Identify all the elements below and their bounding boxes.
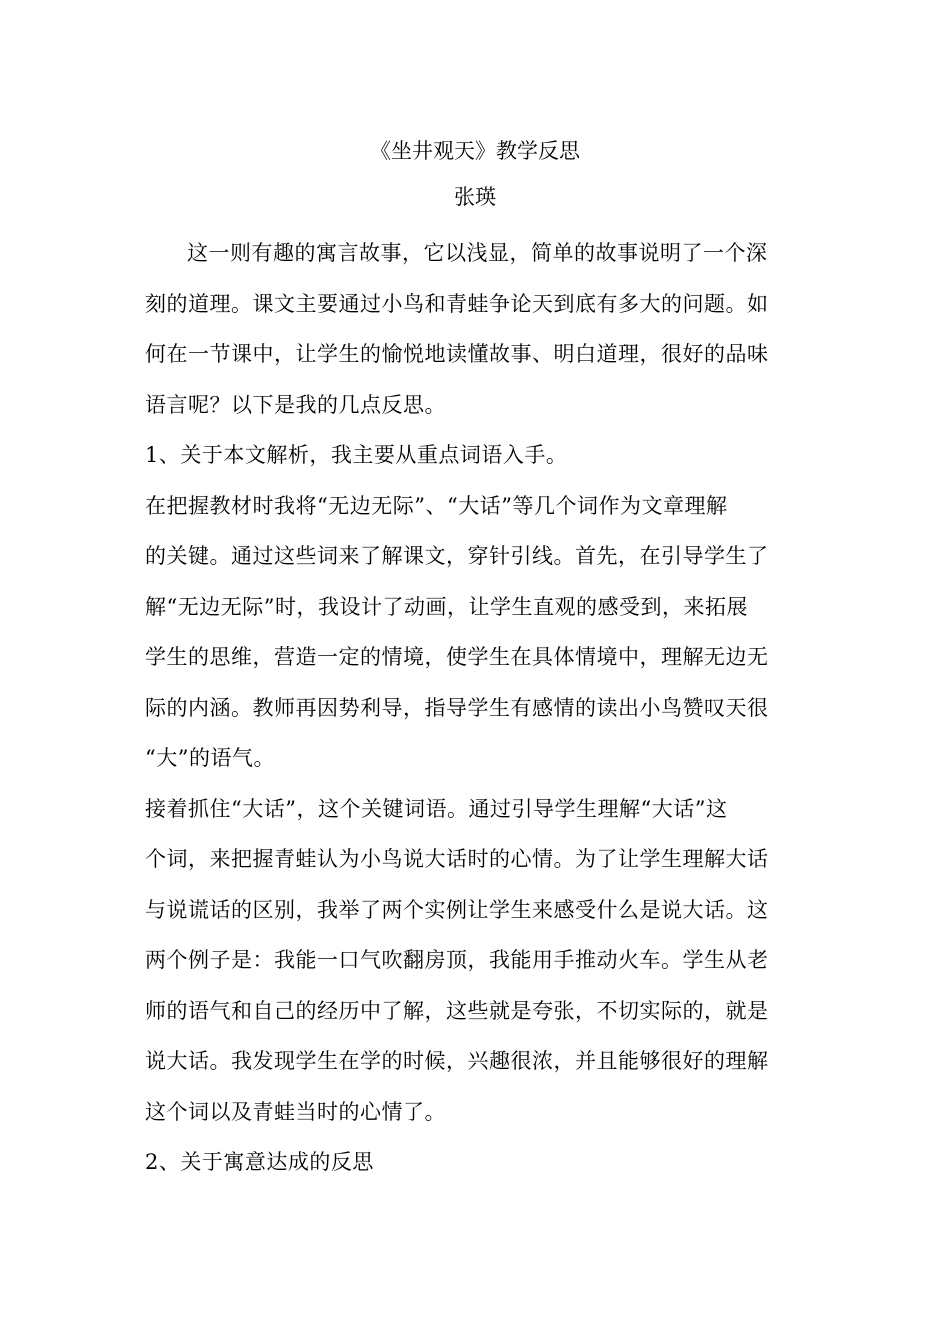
section-heading-2 — [145, 1137, 805, 1188]
text-line: 学生的思维，营造一定的情境，使学生在具体情境中，理解无边无 — [145, 645, 769, 669]
text-line: 的关键。通过这些词来了解课文，穿针引线。首先，在引导学生了 — [145, 544, 769, 568]
text-line: “大”的语气。 — [145, 746, 275, 770]
text-line: 刻的道理。课文主要通过小鸟和青蛙争论天到底有多大的问题。如 — [145, 291, 769, 316]
text-line: 际的内涵。教师再因势利导，指导学生有感情的读出小鸟赞叹天很 — [145, 695, 769, 720]
text-line: 两个例子是：我能一口气吹翻房顶，我能用手推动火车。学生从老 — [145, 948, 769, 972]
text-line: 说大话。我发现学生在学的时候，兴趣很浓，并且能够很好的理解 — [145, 1049, 769, 1073]
text-line: 解“无边无际”时，我设计了动画，让学生直观的感受到，来拓展 — [145, 594, 748, 619]
text-line: 在把握教材时我将“无边无际”、“大话”等几个词作为文章理解 — [145, 493, 728, 518]
section-heading-1 — [145, 430, 805, 481]
document-title: 《坐井观天》教学反思 — [370, 139, 580, 163]
document-author: 张瑛 — [454, 185, 496, 209]
paragraph-intro — [145, 228, 805, 430]
text-line: 2、关于寓意达成的反思 — [145, 1150, 374, 1174]
paragraph-dahua — [145, 784, 805, 1138]
text-line: 师的语气和自己的经历中了解，这些就是夸张，不切实际的，就是 — [145, 998, 769, 1023]
text-line: 何在一节课中，让学生的愉悦地读懂故事、明白道理，很好的品味 — [145, 342, 769, 366]
text-line: 1、关于本文解析，我主要从重点词语入手。 — [145, 443, 568, 467]
text-line: 个词，来把握青蛙认为小鸟说大话时的心情。为了让学生理解大话 — [145, 847, 769, 871]
text-line: 这一则有趣的寓言故事，它以浅显，简单的故事说明了一个深 — [187, 241, 768, 265]
text-line: 语言呢？以下是我的几点反思。 — [145, 392, 446, 417]
paragraph-wubianwuji — [145, 481, 805, 784]
text-line: 接着抓住“大话”，这个关键词语。通过引导学生理解“大话”这 — [145, 796, 728, 821]
text-line: 与说谎话的区别，我举了两个实例让学生来感受什么是说大话。这 — [145, 897, 769, 922]
text-line: 这个词以及青蛙当时的心情了。 — [145, 1099, 446, 1124]
document-body — [145, 133, 805, 1188]
